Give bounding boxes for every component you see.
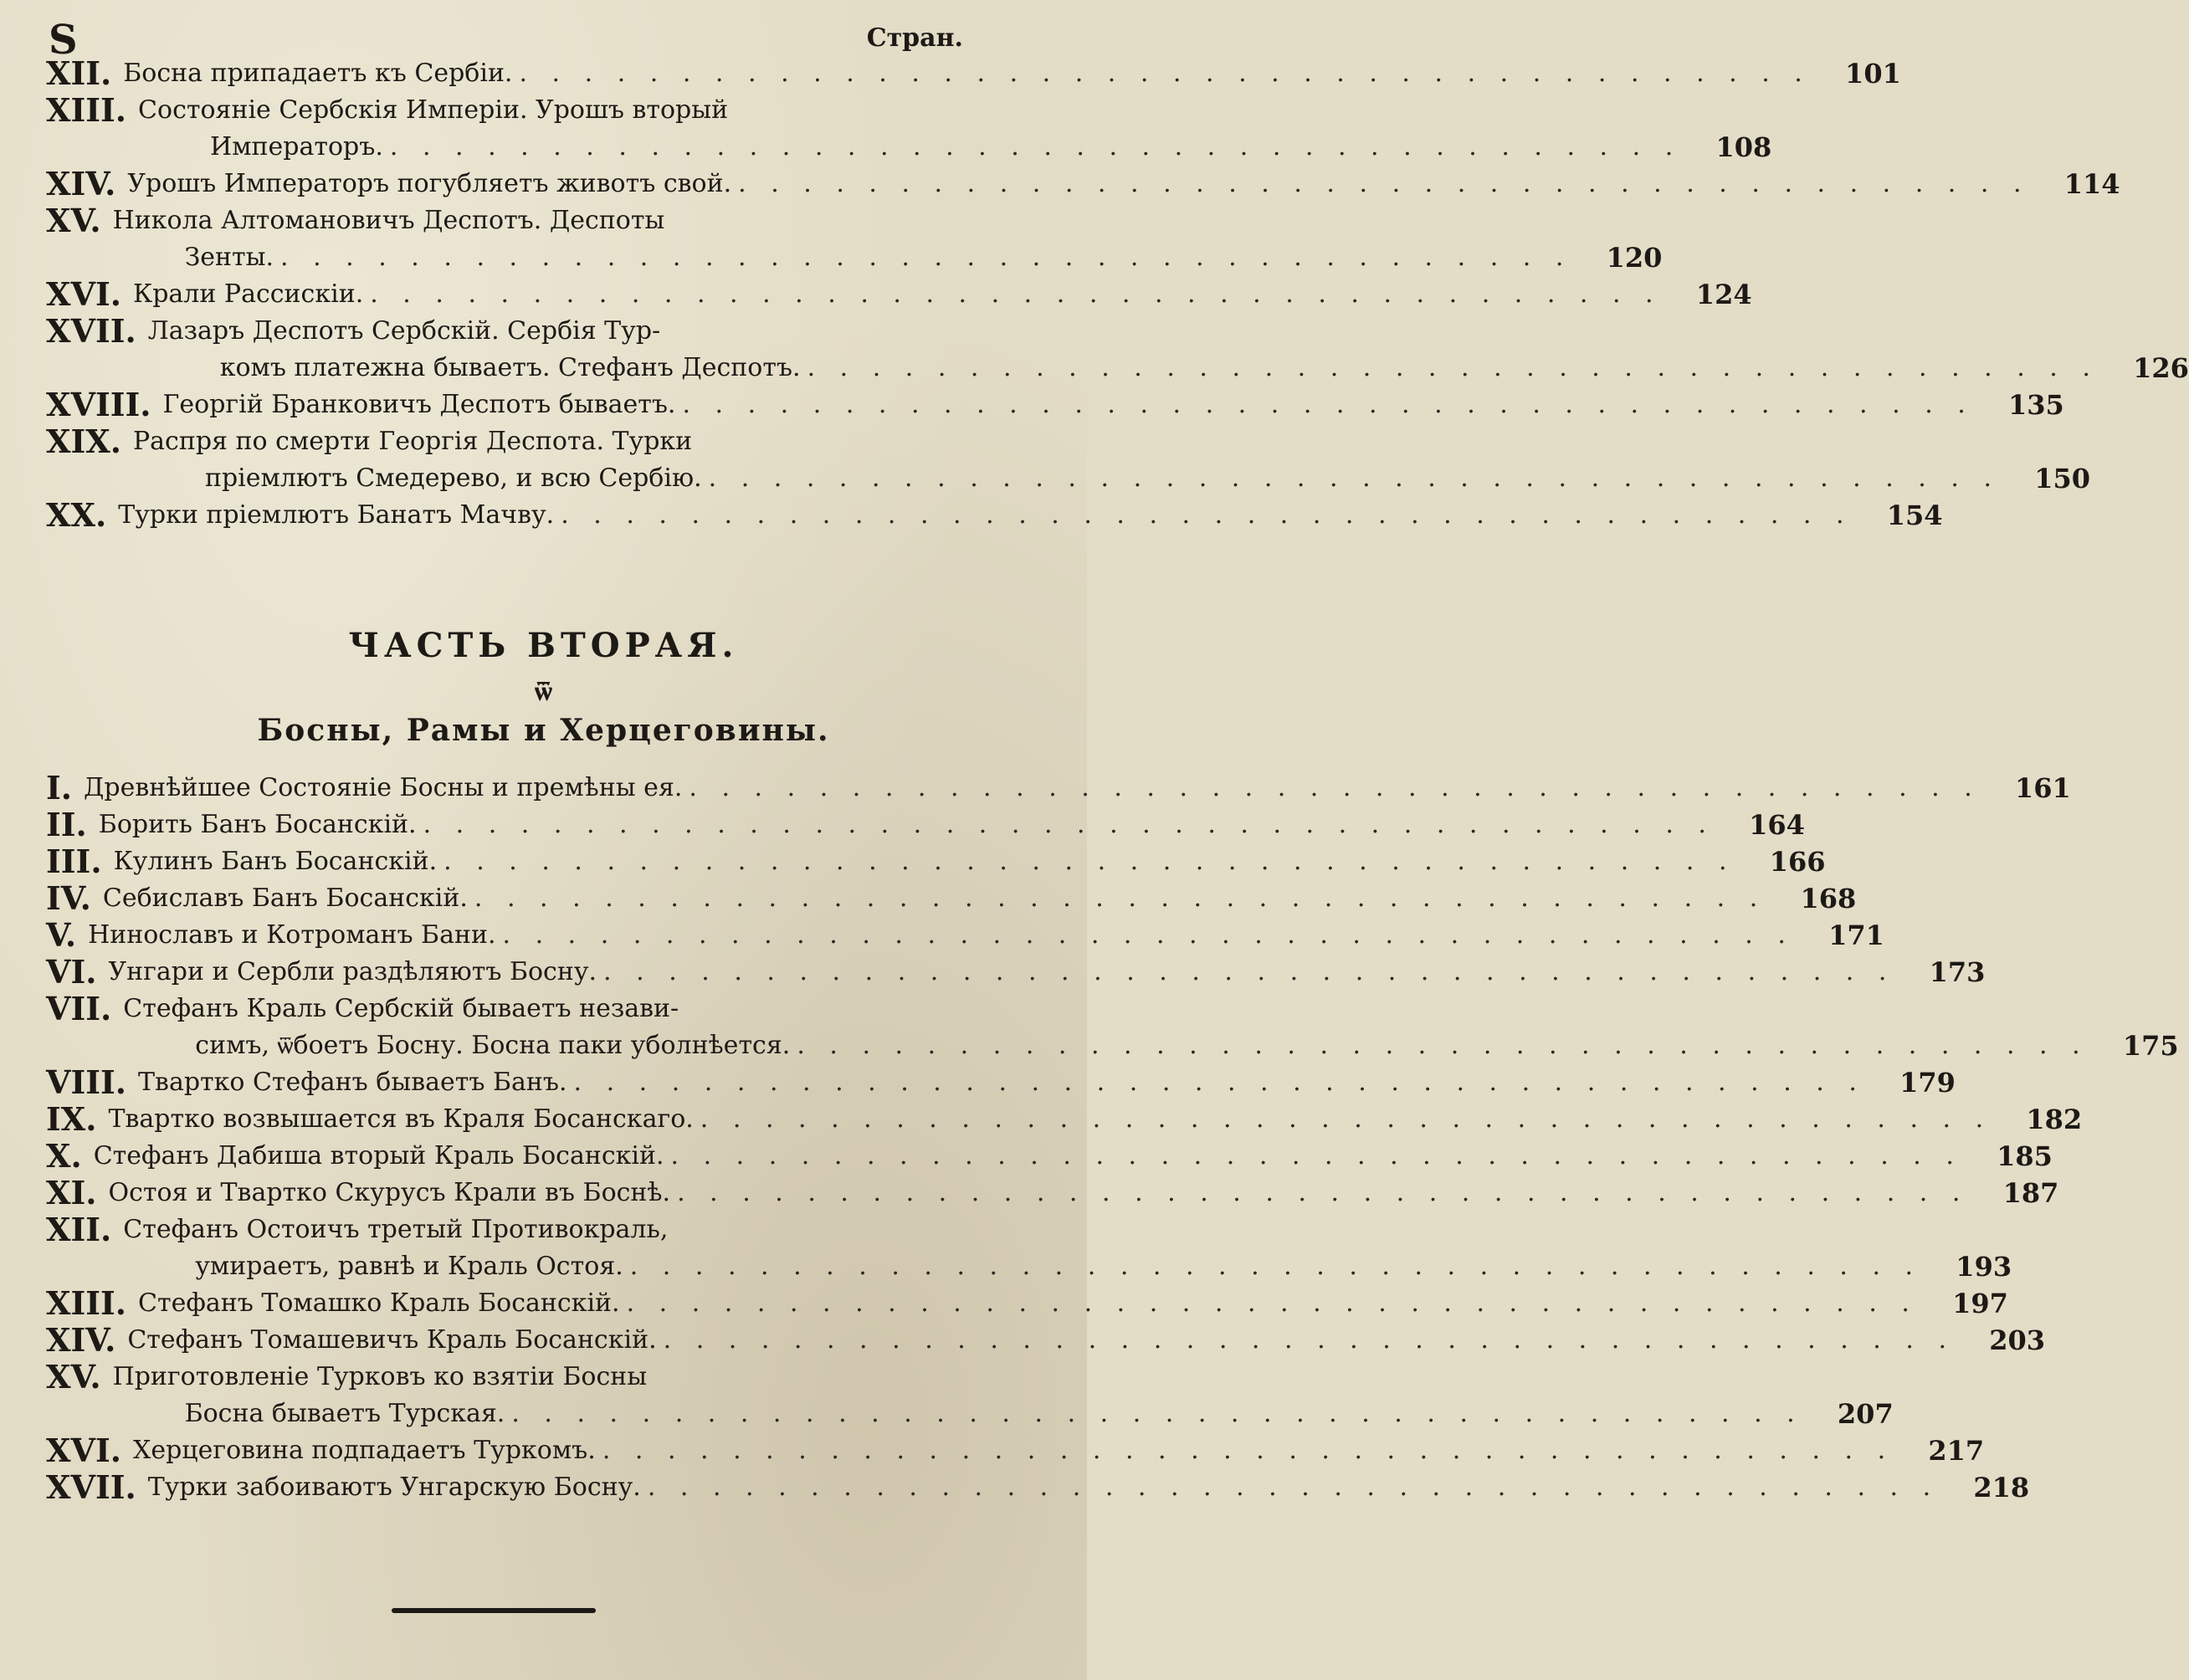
- page-number: 182: [2026, 1104, 2083, 1135]
- leader-dots: [596, 1432, 1900, 1469]
- leader-dots: [675, 387, 1980, 423]
- toc-part-one: [46, 54, 2189, 534]
- leader-dots: [505, 1396, 1809, 1432]
- chapter-title: Лазаръ Деспотъ Сербскій. Сербія Тур-: [147, 316, 661, 346]
- page-number: 207: [1837, 1398, 1894, 1430]
- chapter-number: XIII.: [46, 91, 127, 129]
- closing-rule: [392, 1608, 596, 1613]
- page-number: 101: [1845, 58, 1901, 90]
- chapter-title: симъ, ѿбоетъ Босну. Босна паки уболнѣется.: [195, 1031, 791, 1060]
- page-number: 171: [1828, 919, 1884, 951]
- leader-dots: [664, 1138, 1969, 1175]
- chapter-title: Приготовленіе Турковъ ко взятіи Босны: [112, 1362, 648, 1391]
- toc-entry: [46, 769, 2071, 807]
- chapter-number: IV.: [46, 879, 91, 917]
- toc-entry: [46, 54, 1901, 92]
- page-number: 168: [1800, 883, 1857, 914]
- page-number: 203: [1989, 1324, 2045, 1356]
- chapter-title: Борить Банъ Босанскій.: [98, 810, 417, 839]
- chapter-title: Босна бываетъ Турская.: [184, 1399, 505, 1428]
- chapter-title: Стефанъ Остоичъ третый Противокраль,: [123, 1215, 669, 1244]
- chapter-title: Урошъ Императоръ погубляетъ животъ свой.: [127, 169, 732, 198]
- chapter-title: Состояніе Сербскія Имперіи. Урошъ вторый: [138, 95, 729, 125]
- chapter-title: Зенты.: [184, 243, 274, 272]
- leader-dots: [620, 1285, 1925, 1322]
- chapter-title: Херцеговина подпадаетъ Туркомъ.: [132, 1436, 596, 1465]
- leader-dots: [554, 497, 1858, 534]
- toc-part-two: [46, 769, 2179, 1506]
- leader-dots: [702, 460, 2007, 497]
- leader-dots: [597, 954, 1901, 991]
- toc-entry: [46, 916, 1884, 954]
- chapter-number: XVI.: [46, 275, 121, 313]
- chapter-title: Турки забоиваютъ Унгарскую Босну.: [147, 1473, 641, 1502]
- toc-entry: [46, 1468, 2030, 1506]
- chapter-title: пріемлютъ Смедерево, и всю Сербію.: [204, 464, 702, 493]
- chapter-number: VI.: [46, 953, 97, 991]
- page-number: 175: [2122, 1030, 2179, 1062]
- chapter-number: XV.: [46, 1358, 101, 1396]
- chapter-title: умираетъ, равнѣ и Краль Остоя.: [195, 1252, 623, 1281]
- page-number: 179: [1899, 1067, 1956, 1099]
- toc-entry: [46, 423, 2090, 497]
- toc-entry: [46, 496, 1943, 534]
- chapter-title: Босна припадаетъ къ Сербіи.: [123, 59, 513, 88]
- chapter-number: XIII.: [46, 1284, 127, 1322]
- chapter-number: XII.: [46, 1211, 112, 1248]
- chapter-title: Остоя и Твартко Скурусъ Крали въ Боснѣ.: [108, 1178, 671, 1207]
- chapter-number: XV.: [46, 202, 101, 239]
- leader-dots: [682, 770, 1987, 807]
- toc-entry: [46, 1100, 2083, 1138]
- leader-dots: [363, 276, 1668, 313]
- chapter-number: IX.: [46, 1100, 97, 1138]
- chapter-title: Унгари и Сербли раздѣляютъ Босну.: [108, 957, 597, 986]
- page-number: 135: [2008, 389, 2064, 421]
- chapter-title: Стефанъ Томашевичъ Краль Босанскій.: [127, 1325, 657, 1355]
- chapter-title: Стефанъ Дабиша вторый Краль Босанскій.: [93, 1141, 664, 1170]
- page-number: 173: [1929, 956, 1986, 988]
- chapter-title: Кулинъ Банъ Босанскій.: [113, 847, 438, 876]
- toc-entry: [46, 1174, 2059, 1211]
- page-number: 154: [1886, 499, 1943, 531]
- chapter-number: XX.: [46, 496, 107, 534]
- chapter-title: Турки пріемлютъ Банатъ Мачву.: [118, 500, 555, 530]
- toc-entry: [46, 1358, 1894, 1432]
- leader-dots: [496, 917, 1801, 954]
- chapter-number: XVI.: [46, 1432, 121, 1469]
- chapter-number: V.: [46, 916, 77, 954]
- chapter-number: XVIII.: [46, 386, 151, 423]
- leader-dots: [437, 843, 1741, 880]
- toc-entry: [46, 953, 1986, 991]
- toc-entry: [46, 275, 1752, 313]
- chapter-number: VIII.: [46, 1063, 127, 1101]
- chapter-number: XIX.: [46, 423, 121, 460]
- page-number: 185: [1997, 1140, 2053, 1172]
- page-number: 218: [1973, 1472, 2030, 1503]
- toc-entry: [46, 879, 1857, 917]
- chapter-title: комъ платежна бываетъ. Стефанъ Деспотъ.: [219, 353, 801, 382]
- leader-dots: [657, 1322, 1961, 1359]
- page-number: 193: [1956, 1251, 2012, 1283]
- chapter-title: Нинославъ и Котроманъ Бани.: [88, 920, 496, 950]
- chapter-title: Твартко Стефанъ бываетъ Банъ.: [138, 1068, 567, 1097]
- chapter-number: XVII.: [46, 1468, 136, 1506]
- part-two-preposition: ѿ: [534, 674, 553, 708]
- leader-dots: [567, 1064, 1872, 1101]
- leader-dots: [694, 1101, 1998, 1138]
- page-number: 120: [1606, 242, 1663, 274]
- part-two-subtitle: Босны, Рамы и Херцеговины.: [257, 713, 830, 748]
- page-number: 114: [2063, 168, 2120, 200]
- page-number: 150: [2034, 463, 2090, 494]
- leader-dots: [383, 129, 1688, 166]
- chapter-number: XVII.: [46, 312, 136, 350]
- chapter-title: Твартко возвышается въ Краля Босанскаго.: [108, 1104, 694, 1134]
- toc-entry: [46, 843, 1826, 880]
- page-number: 197: [1952, 1288, 2008, 1319]
- page-number: 166: [1769, 846, 1826, 878]
- page-column-header: Стран.: [866, 23, 963, 53]
- page-number: 187: [2002, 1177, 2059, 1209]
- chapter-number: II.: [46, 806, 87, 843]
- leader-dots: [801, 350, 2105, 387]
- leader-dots: [790, 1027, 2094, 1064]
- toc-entry: [46, 312, 2189, 387]
- chapter-number: III.: [46, 843, 102, 880]
- toc-entry: [46, 202, 1663, 276]
- toc-entry: [46, 1284, 2008, 1322]
- leader-dots: [670, 1175, 1975, 1211]
- toc-entry: [46, 165, 2120, 202]
- chapter-title: Георгій Бранковичъ Деспотъ бываетъ.: [162, 390, 676, 419]
- toc-entry: [46, 1432, 1985, 1469]
- leader-dots: [641, 1469, 1945, 1506]
- toc-entry: [46, 91, 1772, 166]
- chapter-title: Императоръ.: [210, 132, 383, 161]
- chapter-number: XII.: [46, 54, 112, 92]
- chapter-number: XI.: [46, 1174, 97, 1211]
- toc-entry: [46, 806, 1805, 843]
- chapter-number: I.: [46, 769, 73, 807]
- leader-dots: [512, 55, 1817, 92]
- chapter-title: Себиславъ Банъ Босанскій.: [102, 884, 468, 913]
- toc-entry: [46, 1211, 2012, 1285]
- toc-entry: [46, 990, 2179, 1064]
- leader-dots: [468, 880, 1772, 917]
- chapter-number: XIV.: [46, 165, 116, 202]
- chapter-title: Древнѣйшее Состояніе Босны и премѣны ея.: [84, 773, 683, 802]
- chapter-title: Крали Рассискіи.: [132, 279, 364, 309]
- toc-entry: [46, 1137, 2053, 1175]
- toc-entry: [46, 386, 2064, 423]
- chapter-number: X.: [46, 1137, 82, 1175]
- toc-entry: [46, 1063, 1956, 1101]
- chapter-number: XIV.: [46, 1321, 116, 1359]
- page-number: 108: [1715, 131, 1772, 163]
- leader-dots: [417, 807, 1721, 843]
- page-number: 164: [1749, 809, 1805, 841]
- chapter-number: VII.: [46, 990, 112, 1027]
- part-two-title: ЧАСТЬ ВТОРАЯ.: [348, 626, 739, 665]
- leader-dots: [274, 239, 1578, 276]
- page-number: 217: [1928, 1435, 1985, 1467]
- page-signature-mark: Ѕ: [49, 17, 78, 64]
- page-number: 161: [2014, 772, 2071, 804]
- page-number: 124: [1695, 279, 1752, 310]
- chapter-title: Никола Алтомановичъ Деспотъ. Деспоты: [112, 206, 665, 235]
- page-number: 126: [2133, 352, 2189, 384]
- chapter-title: Стефанъ Томашко Краль Босанскій.: [138, 1288, 620, 1318]
- leader-dots: [623, 1248, 1928, 1285]
- chapter-title: Распря по смерти Георгія Деспота. Турки: [132, 427, 693, 456]
- toc-entry: [46, 1321, 2045, 1359]
- chapter-title: Стефанъ Краль Сербскій бываетъ незави-: [123, 994, 679, 1023]
- leader-dots: [731, 166, 2036, 202]
